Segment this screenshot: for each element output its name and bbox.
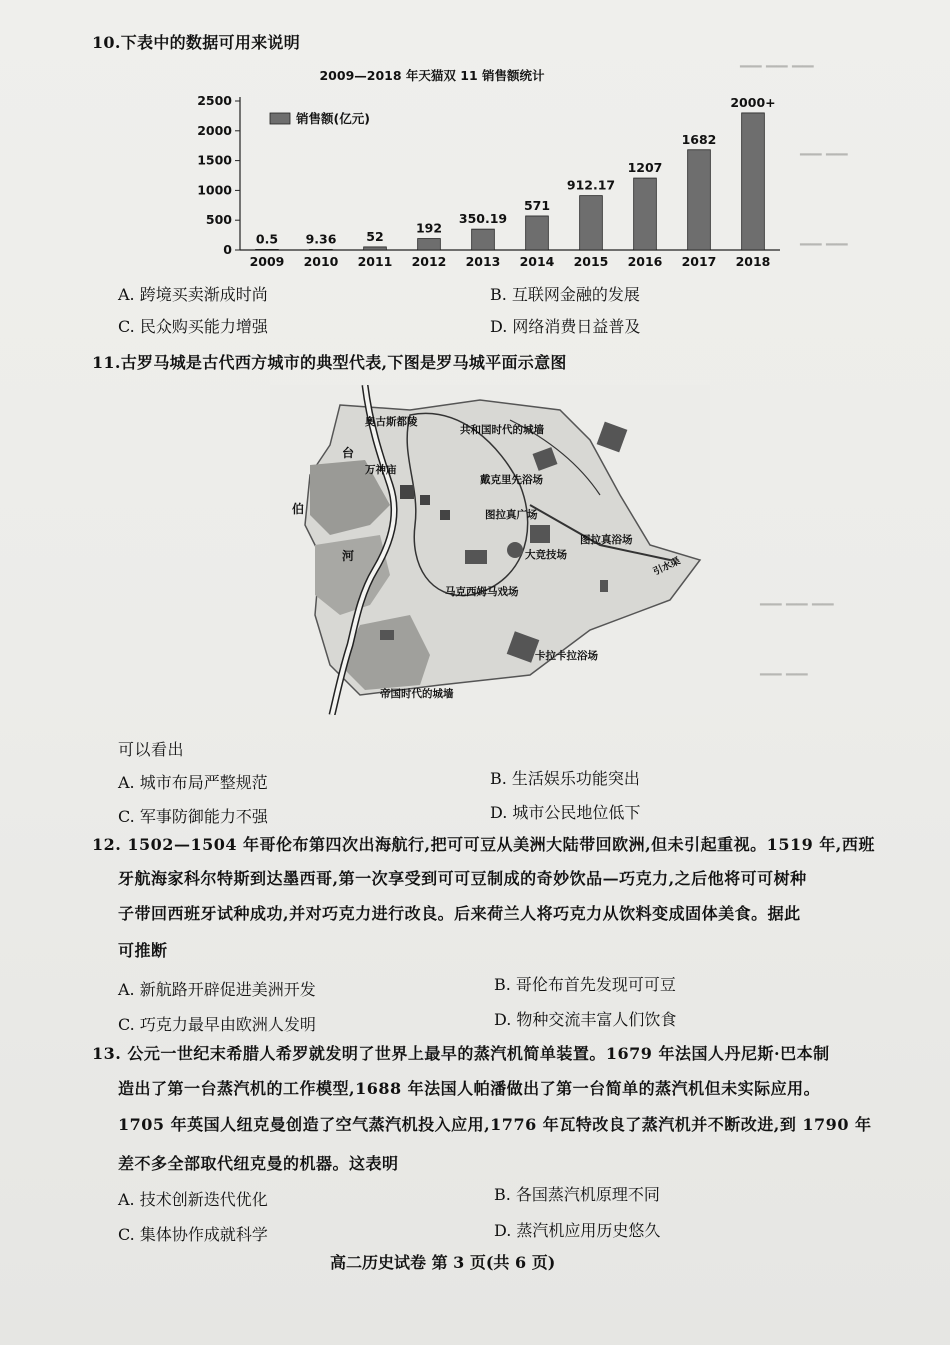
y-tick-label: 500	[205, 212, 232, 228]
q13-option-c[interactable]: C. 集体协作成就科学	[118, 1225, 268, 1244]
bleed-through-text: ▁▁ ▁▁ ▁▁	[740, 52, 814, 68]
q13-line-2: 造出了第一台蒸汽机的工作模型,1688 年法国人帕潘做出了第一台简单的蒸汽机但未实际应用。	[118, 1079, 821, 1098]
bar-2014	[526, 216, 549, 250]
q12-option-a[interactable]: A. 新航路开辟促进美洲开发	[118, 980, 316, 999]
map-label-colosseum: 大竞技场	[525, 549, 567, 561]
q11-option-c[interactable]: C. 军事防御能力不强	[118, 807, 268, 826]
bar-2015	[580, 196, 603, 250]
q11-stem: 11.古罗马城是古代西方城市的典型代表,下图是罗马城平面示意图	[92, 353, 567, 372]
y-tick-label: 0	[223, 242, 232, 257]
map-label-river-2: 伯	[292, 502, 305, 516]
data-label-2009: 0.5	[255, 231, 279, 247]
bleed-through-text: ▁▁ ▁▁ ▁▁	[760, 590, 834, 606]
map-label-circus-maximus: 马克西姆马戏场	[445, 586, 519, 598]
q13-option-a[interactable]: A. 技术创新迭代优化	[118, 1190, 268, 1209]
building	[600, 580, 608, 592]
sales-bar-chart	[170, 60, 790, 275]
q11-option-b[interactable]: B. 生活娱乐功能突出	[490, 769, 640, 788]
bar-2013	[472, 229, 495, 250]
q13-line-4: 差不多全部取代纽克曼的机器。这表明	[118, 1154, 399, 1173]
bleed-through-text: ▁▁ ▁▁	[760, 660, 808, 676]
x-tick-label-2009: 2009	[249, 254, 285, 269]
data-label-2018: 2000+	[730, 94, 776, 110]
x-tick-label-2011: 2011	[357, 254, 393, 269]
data-label-2017: 1682	[681, 131, 717, 147]
bar-2010	[310, 249, 333, 250]
data-label-2011: 52	[366, 228, 384, 244]
q12-line-4: 可推断	[118, 941, 168, 960]
q13-line-3: 1705 年英国人纽克曼创造了空气蒸汽机投入应用,1776 年瓦特改良了蒸汽机并不断改进,到 1790 年	[118, 1115, 872, 1134]
map-label-trajan-baths: 图拉真浴场	[580, 534, 633, 546]
map-label-imperial-wall: 帝国时代的城墙	[380, 688, 454, 700]
map-label-river-3: 河	[342, 549, 355, 563]
bleed-through-text: ▁▁ ▁▁	[800, 230, 848, 246]
chart-title: 2009—2018 年天猫双 11 销售额统计	[319, 68, 545, 83]
q10-option-c[interactable]: C. 民众购买能力增强	[118, 317, 268, 336]
bar-2017	[688, 150, 711, 250]
bleed-through-text: ▁▁ ▁▁	[800, 140, 848, 156]
q10-option-a[interactable]: A. 跨境买卖渐成时尚	[118, 285, 268, 304]
map-label-mausoleum: 奥古斯都陵	[365, 416, 418, 428]
legend-label: 销售额(亿元)	[296, 111, 370, 126]
data-label-2012: 192	[415, 220, 443, 236]
page-footer: 高二历史试卷 第 3 页(共 6 页)	[330, 1253, 556, 1272]
x-tick-label-2014: 2014	[519, 254, 555, 269]
q13-option-d[interactable]: D. 蒸汽机应用历史悠久	[494, 1221, 661, 1240]
q10-stem: 10.下表中的数据可用来说明	[92, 33, 301, 52]
building	[440, 510, 450, 520]
map-label-diocletian-baths: 戴克里先浴场	[480, 474, 543, 486]
bar-2016	[634, 178, 657, 250]
y-tick-label: 2500	[197, 93, 232, 108]
q12-option-c[interactable]: C. 巧克力最早由欧洲人发明	[118, 1015, 316, 1034]
bar-2012	[418, 239, 441, 250]
bar-2011	[364, 247, 387, 250]
building	[400, 485, 414, 499]
building	[465, 550, 487, 564]
rome-map	[270, 385, 710, 715]
x-tick-label-2018: 2018	[735, 254, 771, 269]
q10-option-d[interactable]: D. 网络消费日益普及	[490, 317, 641, 336]
q13-option-b[interactable]: B. 各国蒸汽机原理不同	[494, 1185, 660, 1204]
x-tick-label-2016: 2016	[627, 254, 663, 269]
building	[420, 495, 430, 505]
q12-line-2: 牙航海家科尔特斯到达墨西哥,第一次享受到可可豆制成的奇妙饮品—巧克力,之后他将可可树种	[118, 869, 807, 888]
q11-lead: 可以看出	[118, 740, 185, 759]
y-tick-label: 2000	[197, 122, 232, 138]
q13-line-1: 13. 公元一世纪末希腊人希罗就发明了世界上最早的蒸汽机简单装置。1679 年法国人丹尼斯·巴本制	[92, 1044, 830, 1063]
y-tick-label: 1000	[197, 182, 232, 198]
x-tick-label-2015: 2015	[573, 254, 609, 269]
q12-option-d[interactable]: D. 物种交流丰富人们饮食	[494, 1010, 677, 1029]
legend-swatch	[270, 113, 290, 124]
data-label-2015: 912.17	[566, 177, 616, 193]
data-label-2013: 350.19	[458, 211, 508, 227]
bar-2009	[256, 249, 279, 250]
map-label-republic-wall: 共和国时代的城墙	[460, 424, 544, 436]
map-label-aqueduct: 引水渠	[651, 555, 683, 578]
q11-option-d[interactable]: D. 城市公民地位低下	[490, 803, 641, 822]
x-tick-label-2013: 2013	[465, 254, 501, 269]
data-label-2016: 1207	[627, 160, 663, 176]
y-tick-label: 1500	[197, 152, 232, 168]
q12-line-1: 12. 1502—1504 年哥伦布第四次出海航行,把可可豆从美洲大陆带回欧洲,但未引起重视。1519 年,西班	[92, 835, 875, 854]
x-tick-label-2017: 2017	[681, 254, 717, 269]
map-label-river-1: 台	[342, 446, 355, 460]
q12-option-b[interactable]: B. 哥伦布首先发现可可豆	[494, 975, 676, 994]
map-label-caracalla-baths: 卡拉卡拉浴场	[535, 650, 598, 662]
building	[380, 630, 394, 640]
building	[507, 542, 523, 558]
q12-line-3: 子带回西班牙试种成功,并对巧克力进行改良。后来荷兰人将巧克力从饮料变成固体美食。据此	[118, 904, 801, 923]
bar-2018	[742, 113, 765, 250]
data-label-2014: 571	[523, 197, 551, 213]
x-tick-label-2010: 2010	[303, 254, 339, 269]
map-label-pantheon: 万神庙	[365, 464, 397, 476]
x-tick-label-2012: 2012	[411, 254, 447, 269]
q11-option-a[interactable]: A. 城市布局严整规范	[118, 773, 268, 792]
building	[530, 525, 550, 543]
data-label-2010: 9.36	[305, 231, 337, 247]
q10-option-b[interactable]: B. 互联网金融的发展	[490, 285, 640, 304]
map-label-trajan-forum: 图拉真广场	[485, 509, 538, 521]
